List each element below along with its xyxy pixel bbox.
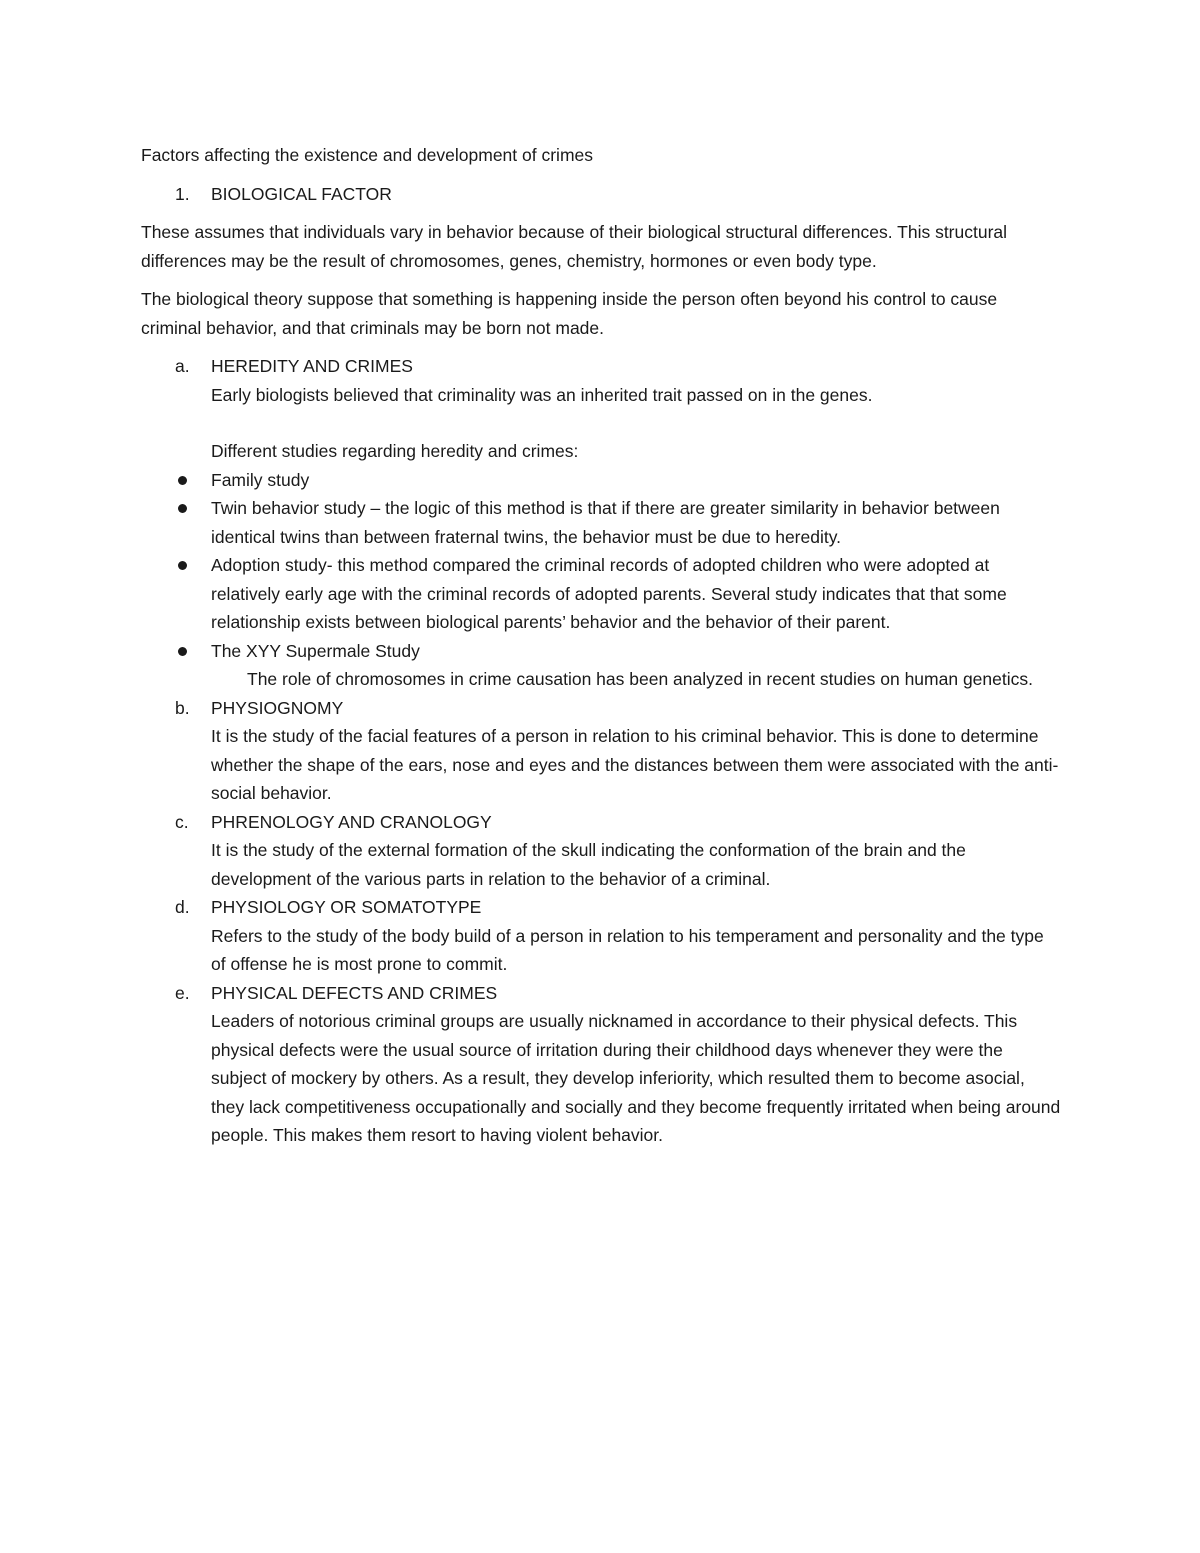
item-body [211,893,1061,979]
bullet-marker [141,637,211,694]
item-body [211,808,1061,894]
bullet-text: Adoption study- this method compared the criminal records of adopted children who were adopted at relatively early age with the criminal records of adopted parents. Several study indicates that that some relationship exists between biological parents’ behavior and the behavior of their parent. [211,555,1007,632]
paragraph-1: These assumes that individuals vary in behavior because of their biological structural differences. This structural differences may be the result of chromosomes, genes, chemistry, hormones or even body type. [141,222,1008,271]
item-marker: e. [175,982,190,1003]
bullet-item-family-study [141,466,1061,495]
item-text: Early biologists believed that criminality was an inherited trait passed on in the genes. [211,384,873,405]
paragraph-2: The biological theory suppose that something is happening inside the person often beyond his control to cause criminal behavior, and that criminals may be born not made. [141,289,998,338]
bullet-text: Family study [211,469,310,490]
studies-intro: Different studies regarding heredity and crimes: [211,441,579,461]
item-text: Leaders of notorious criminal groups are usually nicknamed in accordance to their physical defects. This physical defects were the usual source of irritation during their childhood days whenever they were the subject of mockery by others. As a result, they develop inferiority, which resulted them to become asocial, they lack competitiveness occupationally and socially and they become frequently irritated when being around people. This makes them resort to having violent behavior. [211,1011,1061,1145]
bullet-text: The XYY Supermale Study [211,640,420,661]
document-title: Factors affecting the existence and development of crimes [141,145,594,165]
bullet-detail: The role of chromosomes in crime causation has been analyzed in recent studies on human genetics. [247,669,1033,689]
item-text: It is the study of the external formation of the skull indicating the conformation of the brain and the development of the various parts in relation to the behavior of a criminal. [211,840,966,889]
item-marker: b. [175,697,190,718]
section-number: 1. [175,183,190,204]
bullet-dot-icon [178,561,187,570]
item-heading: PHYSIOLOGY OR SOMATOTYPE [211,897,482,917]
bullet-item-twin-study [141,494,1061,551]
bullet-marker [141,466,211,495]
bullet-text: Twin behavior study – the logic of this method is that if there are greater similarity in behavior between identical twins than between fraternal twins, the behavior must be due to heredity. [211,498,1000,547]
section-heading: BIOLOGICAL FACTOR [211,183,392,204]
spacer [211,409,1061,437]
bullet-item-adoption-study [141,551,1061,637]
item-marker: c. [175,811,189,832]
item-heading: PHYSICAL DEFECTS AND CRIMES [211,982,498,1003]
document-content [141,141,1061,1150]
item-body [211,352,1061,466]
bullet-marker [141,494,211,551]
list-item-physical-defects [141,979,1061,1150]
item-text: It is the study of the facial features of a person in relation to his criminal behavior. This is done to determine whether the shape of the ears, nose and eyes and the distances between them were associated with the anti- social behavior. [211,726,1059,803]
bullet-dot-icon [178,476,187,485]
list-item-phrenology [141,808,1061,894]
list-item-physiology [141,893,1061,979]
bullet-dot-icon [178,504,187,513]
bullet-body [211,637,1061,694]
item-marker: d. [175,897,190,917]
item-heading: PHRENOLOGY AND CRANOLOGY [211,811,492,832]
item-heading: HEREDITY AND CRIMES [211,356,413,376]
item-marker: a. [175,356,190,376]
bullet-item-xyy-study [141,637,1061,694]
list-item-physiognomy [141,694,1061,808]
section-heading-row [141,180,1061,209]
bullet-marker [141,551,211,637]
bullet-dot-icon [178,647,187,656]
item-heading: PHYSIOGNOMY [211,697,344,718]
item-text: Refers to the study of the body build of a person in relation to his temperament and personality and the type of offense he is most prone to commit. [211,925,1044,974]
item-body [211,979,1061,1150]
item-body [211,694,1061,808]
list-item-heredity [141,352,1061,466]
